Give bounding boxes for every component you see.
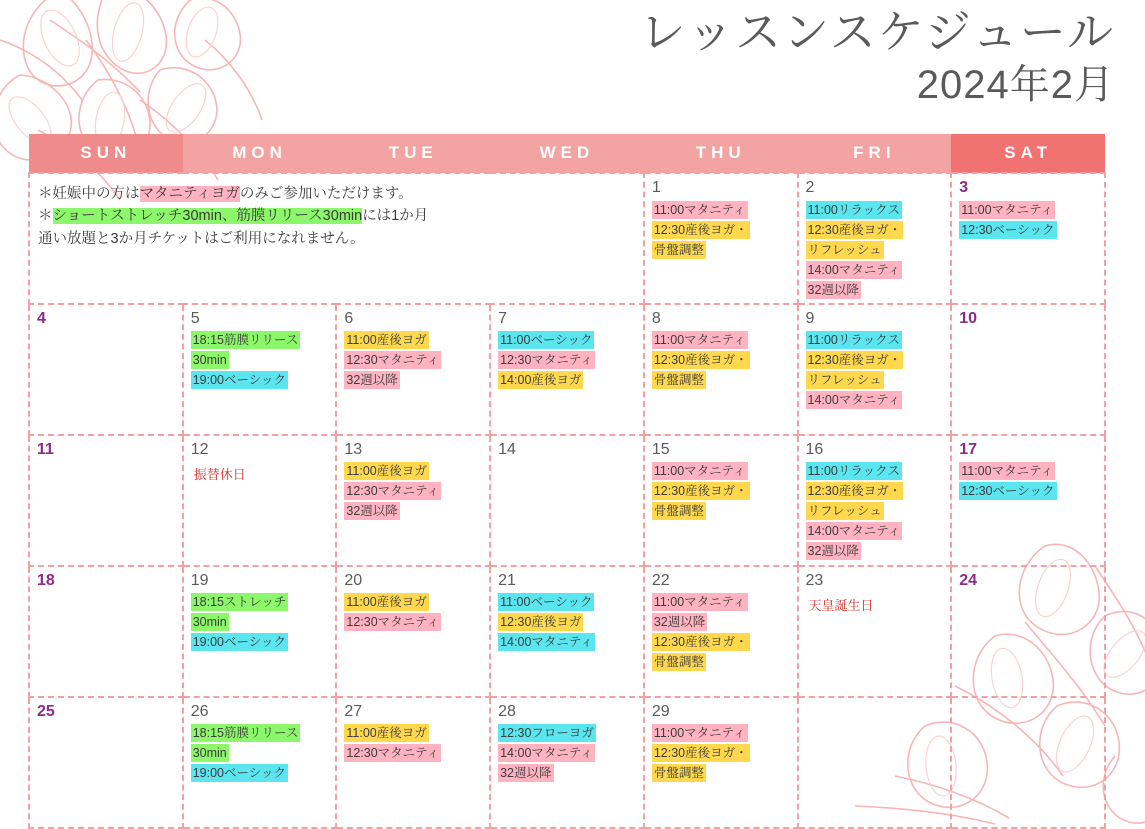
calendar-day-cell[interactable]	[798, 304, 952, 435]
page-title-block	[640, 6, 1115, 109]
calendar-day-cell[interactable]	[183, 304, 337, 435]
calendar-day-cell[interactable]	[336, 697, 490, 828]
schedule-notes	[34, 177, 639, 250]
calendar-day-cell[interactable]	[336, 435, 490, 566]
lesson-entry[interactable]	[803, 219, 947, 239]
calendar-day-cell[interactable]	[183, 435, 337, 566]
calendar-header-row	[29, 134, 1105, 173]
day-number: 9	[805, 309, 815, 327]
lesson-entry[interactable]	[495, 349, 639, 369]
day-number: 19	[190, 571, 209, 589]
lesson-entry[interactable]	[649, 480, 793, 500]
day-number: 5	[190, 309, 200, 327]
weekday-header-tue: TUE	[336, 134, 490, 173]
day-number: 4	[37, 309, 46, 327]
calendar-day-cell[interactable]	[29, 304, 183, 435]
lesson-label: 19:00ベーシック	[192, 766, 286, 781]
day-number: 24	[959, 571, 978, 589]
calendar-day-cell[interactable]	[798, 697, 952, 828]
lesson-entry[interactable]	[649, 651, 793, 671]
weekday-header-sun: SUN	[29, 134, 183, 173]
lesson-label: 12:30産後ヨガ・	[653, 222, 748, 237]
lesson-entry[interactable]	[803, 480, 947, 500]
day-number: 3	[959, 179, 969, 196]
lesson-entry[interactable]	[495, 591, 639, 611]
lesson-label: 11:00リラックス	[807, 333, 900, 348]
lesson-entry[interactable]	[341, 722, 485, 742]
lesson-label: 骨盤調整	[653, 655, 704, 670]
lesson-label: 14:00マタニティ	[500, 635, 593, 650]
page-title: レッスンスケジュール	[639, 6, 1115, 58]
note-line-3: 通い放題と3か月チケットはご利用になれません。	[38, 230, 365, 247]
calendar-day-cell[interactable]	[29, 173, 644, 304]
day-number: 16	[805, 440, 824, 458]
day-number: 29	[651, 702, 670, 720]
lesson-label: 14:00マタニティ	[807, 262, 901, 277]
lesson-label: 11:00ベーシック	[500, 333, 593, 348]
lesson-entry[interactable]	[956, 199, 1100, 219]
day-number: 25	[37, 702, 55, 720]
lesson-label: 12:30フローヨガ	[500, 726, 594, 741]
lesson-label: 18:15筋膜リリース	[192, 726, 299, 741]
lesson-label: 12:30産後ヨガ・	[807, 353, 902, 368]
lesson-label: 11:00ベーシック	[500, 595, 593, 610]
lesson-entry[interactable]	[649, 742, 793, 762]
lesson-entry[interactable]	[649, 329, 793, 349]
lesson-label: 12:30マタニティ	[500, 353, 593, 368]
lesson-label: 12:30マタニティ	[346, 484, 440, 499]
lesson-entry[interactable]	[341, 329, 485, 349]
lesson-entry[interactable]	[649, 591, 793, 611]
lesson-entry[interactable]	[649, 762, 793, 782]
lesson-entry[interactable]	[649, 460, 793, 480]
calendar-day-cell[interactable]	[183, 566, 337, 697]
lesson-label: 12:30マタニティ	[346, 746, 440, 761]
lesson-entry[interactable]	[495, 611, 639, 631]
lesson-entry[interactable]	[649, 369, 793, 389]
lesson-label: 12:30ベーシック	[961, 484, 1055, 499]
lesson-label: 骨盤調整	[653, 504, 704, 519]
calendar-day-cell[interactable]	[29, 697, 183, 828]
lesson-label: 14:00産後ヨガ	[500, 373, 582, 388]
lesson-label: 18:15ストレッチ	[192, 595, 287, 610]
day-number: 10	[959, 309, 978, 327]
lesson-label: 12:30産後ヨガ・	[807, 222, 902, 237]
day-number: 15	[651, 440, 670, 458]
lesson-entry[interactable]	[649, 631, 793, 651]
lesson-entry[interactable]	[649, 199, 793, 219]
lesson-entry[interactable]	[188, 722, 332, 742]
lesson-label: 14:00マタニティ	[807, 524, 901, 539]
lesson-label: 11:00産後ヨガ	[346, 464, 427, 479]
lesson-entry[interactable]	[649, 611, 793, 631]
note-line-1: ＊妊娠中の方はマタニティヨガのみご参加いただけます。	[38, 186, 413, 202]
lesson-entry[interactable]	[649, 500, 793, 520]
lesson-label: 30min	[192, 746, 227, 761]
lesson-entry[interactable]	[341, 369, 485, 389]
lesson-entry[interactable]	[803, 540, 947, 560]
calendar-day-cell[interactable]	[644, 435, 798, 566]
lesson-entry[interactable]	[341, 480, 485, 500]
calendar-body	[29, 173, 1105, 828]
note-highlight-stretch: ショートストレッチ30min、筋膜リリース30min	[52, 208, 363, 225]
lesson-label: 11:00リラックス	[807, 202, 900, 217]
weekday-header-sat: SAT	[951, 134, 1105, 173]
calendar-day-cell[interactable]	[644, 697, 798, 828]
lesson-label: 骨盤調整	[653, 242, 704, 257]
day-number: 7	[498, 309, 508, 327]
note-highlight-maternity: マタニティヨガ	[139, 186, 240, 202]
lesson-label: 11:00マタニティ	[961, 464, 1054, 479]
calendar-day-cell[interactable]	[798, 435, 952, 566]
calendar-day-cell[interactable]	[951, 435, 1105, 566]
lesson-entry[interactable]	[341, 611, 485, 631]
lesson-entry[interactable]	[188, 762, 332, 782]
lesson-label: 30min	[192, 615, 227, 630]
weekday-header-mon: MON	[183, 134, 337, 173]
lesson-entry[interactable]	[803, 389, 947, 409]
calendar-day-cell[interactable]	[490, 304, 644, 435]
calendar-day-cell[interactable]	[29, 566, 183, 697]
lesson-label: 11:00産後ヨガ	[346, 726, 427, 741]
holiday-label: 天皇誕生日	[808, 598, 874, 614]
calendar-week-row	[29, 304, 1105, 435]
lesson-entry[interactable]	[341, 591, 485, 611]
weekday-header-wed: WED	[490, 134, 644, 173]
lesson-entry[interactable]	[188, 349, 332, 369]
lesson-entry[interactable]	[649, 722, 793, 742]
weekday-header-thu: THU	[644, 134, 798, 173]
day-number: 22	[651, 571, 670, 589]
lesson-entry[interactable]	[188, 329, 332, 349]
day-number: 18	[37, 571, 55, 589]
lesson-entry[interactable]	[495, 329, 639, 349]
calendar-day-cell[interactable]	[29, 435, 183, 566]
lesson-label: 12:30産後ヨガ・	[653, 635, 748, 650]
day-number: 13	[344, 440, 363, 458]
lesson-label: リフレッシュ	[807, 504, 882, 519]
weekday-header-fri: FRI	[798, 134, 952, 173]
lesson-entry[interactable]	[956, 480, 1100, 500]
lesson-label: 19:00ベーシック	[192, 635, 286, 650]
lesson-label: 11:00マタニティ	[653, 726, 746, 741]
lesson-entry[interactable]	[495, 722, 639, 742]
calendar-week-row	[29, 435, 1105, 566]
calendar-day-cell[interactable]	[183, 697, 337, 828]
lesson-entry[interactable]	[188, 631, 332, 651]
day-number	[956, 701, 1100, 705]
day-number: 23	[805, 571, 824, 589]
lesson-label: 骨盤調整	[653, 766, 704, 781]
lesson-label: 12:30産後ヨガ・	[653, 353, 748, 368]
lesson-entry[interactable]	[803, 239, 947, 259]
lesson-label: 骨盤調整	[653, 373, 704, 388]
note-line-2: ＊ショートストレッチ30min、筋膜リリース30minには1か月	[38, 208, 429, 225]
lesson-entry[interactable]	[803, 520, 947, 540]
calendar-table	[28, 134, 1106, 829]
lesson-entry[interactable]	[341, 349, 485, 369]
lesson-entry[interactable]	[188, 591, 332, 611]
lesson-entry[interactable]	[188, 369, 332, 389]
day-number: 8	[651, 309, 661, 327]
lesson-label: 12:30産後ヨガ・	[807, 484, 902, 499]
lesson-label: 19:00ベーシック	[192, 373, 286, 388]
calendar-day-cell[interactable]	[798, 173, 952, 304]
calendar-week-row	[29, 173, 1105, 304]
lesson-label: 18:15筋膜リリース	[192, 333, 299, 348]
lesson-label: 12:30産後ヨガ・	[653, 484, 748, 499]
calendar	[28, 134, 1106, 829]
calendar-week-row	[29, 566, 1105, 697]
lesson-label: 32週以降	[500, 766, 552, 781]
lesson-entry[interactable]	[803, 460, 947, 480]
lesson-entry[interactable]	[803, 279, 947, 299]
lesson-label: 11:00マタニティ	[653, 595, 746, 610]
lesson-entry[interactable]	[803, 329, 947, 349]
lesson-label: 32週以降	[807, 544, 859, 559]
lesson-entry[interactable]	[803, 259, 947, 279]
day-number: 12	[190, 440, 209, 458]
lesson-entry[interactable]	[495, 742, 639, 762]
lesson-entry[interactable]	[495, 631, 639, 651]
lesson-label: 11:00マタニティ	[653, 202, 746, 217]
day-number: 2	[805, 179, 815, 196]
lesson-entry[interactable]	[341, 460, 485, 480]
lesson-entry[interactable]	[803, 199, 947, 219]
lesson-entry[interactable]	[188, 742, 332, 762]
lesson-label: 12:30ベーシック	[961, 222, 1055, 237]
lesson-label: 12:30マタニティ	[346, 615, 440, 630]
lesson-label: 30min	[192, 353, 227, 368]
lesson-label: 11:00産後ヨガ	[346, 595, 427, 610]
calendar-day-cell[interactable]	[336, 304, 490, 435]
lesson-entry[interactable]	[341, 500, 485, 520]
lesson-entry[interactable]	[803, 349, 947, 369]
day-number: 17	[959, 440, 978, 458]
lesson-label: 32週以降	[807, 282, 859, 297]
day-number: 14	[498, 440, 516, 458]
lesson-label: 12:30産後ヨガ・	[653, 746, 748, 761]
calendar-day-cell[interactable]	[951, 697, 1105, 828]
day-number: 11	[37, 440, 54, 458]
calendar-day-cell[interactable]	[490, 435, 644, 566]
lesson-label: 32週以降	[346, 504, 398, 519]
lesson-label: 32週以降	[653, 615, 706, 630]
lesson-label: リフレッシュ	[807, 373, 882, 388]
day-number: 21	[498, 571, 516, 589]
day-number: 20	[344, 571, 363, 589]
calendar-day-cell[interactable]	[490, 566, 644, 697]
lesson-label: リフレッシュ	[807, 242, 882, 257]
calendar-day-cell[interactable]	[951, 173, 1105, 304]
lesson-label: 12:30産後ヨガ	[500, 615, 582, 630]
lesson-label: 14:00マタニティ	[500, 746, 593, 761]
lesson-label: 11:00マタニティ	[961, 202, 1054, 217]
calendar-day-cell[interactable]	[644, 304, 798, 435]
lesson-label: 11:00産後ヨガ	[346, 333, 427, 348]
lesson-label: 11:00マタニティ	[653, 464, 746, 479]
lesson-entry[interactable]	[956, 460, 1100, 480]
lesson-label: 11:00リラックス	[807, 464, 900, 479]
calendar-day-cell[interactable]	[798, 566, 952, 697]
day-number: 1	[651, 179, 661, 196]
calendar-day-cell[interactable]	[951, 566, 1105, 697]
lesson-label: 12:30マタニティ	[346, 353, 440, 368]
lesson-entry[interactable]	[956, 219, 1100, 239]
calendar-day-cell[interactable]	[336, 566, 490, 697]
lesson-entry[interactable]	[188, 611, 332, 631]
calendar-day-cell[interactable]	[644, 566, 798, 697]
lesson-entry[interactable]	[495, 762, 639, 782]
calendar-day-cell[interactable]	[490, 697, 644, 828]
day-number	[803, 701, 947, 705]
holiday-label: 振替休日	[193, 467, 246, 483]
lesson-label: 14:00マタニティ	[807, 393, 901, 408]
lesson-entry[interactable]	[341, 742, 485, 762]
calendar-day-cell[interactable]	[644, 173, 798, 304]
lesson-entry[interactable]	[649, 349, 793, 369]
lesson-entry[interactable]	[803, 369, 947, 389]
calendar-day-cell[interactable]	[951, 304, 1105, 435]
lesson-label: 32週以降	[346, 373, 398, 388]
calendar-week-row	[29, 697, 1105, 828]
day-number: 26	[190, 702, 209, 720]
lesson-entry[interactable]	[495, 369, 639, 389]
lesson-entry[interactable]	[649, 239, 793, 259]
day-number: 28	[498, 702, 516, 720]
page-subtitle: 2024年2月	[916, 62, 1115, 107]
lesson-entry[interactable]	[649, 219, 793, 239]
lesson-entry[interactable]	[803, 500, 947, 520]
lesson-label: 11:00マタニティ	[653, 333, 746, 348]
day-number: 27	[344, 702, 363, 720]
day-number: 6	[344, 309, 354, 327]
